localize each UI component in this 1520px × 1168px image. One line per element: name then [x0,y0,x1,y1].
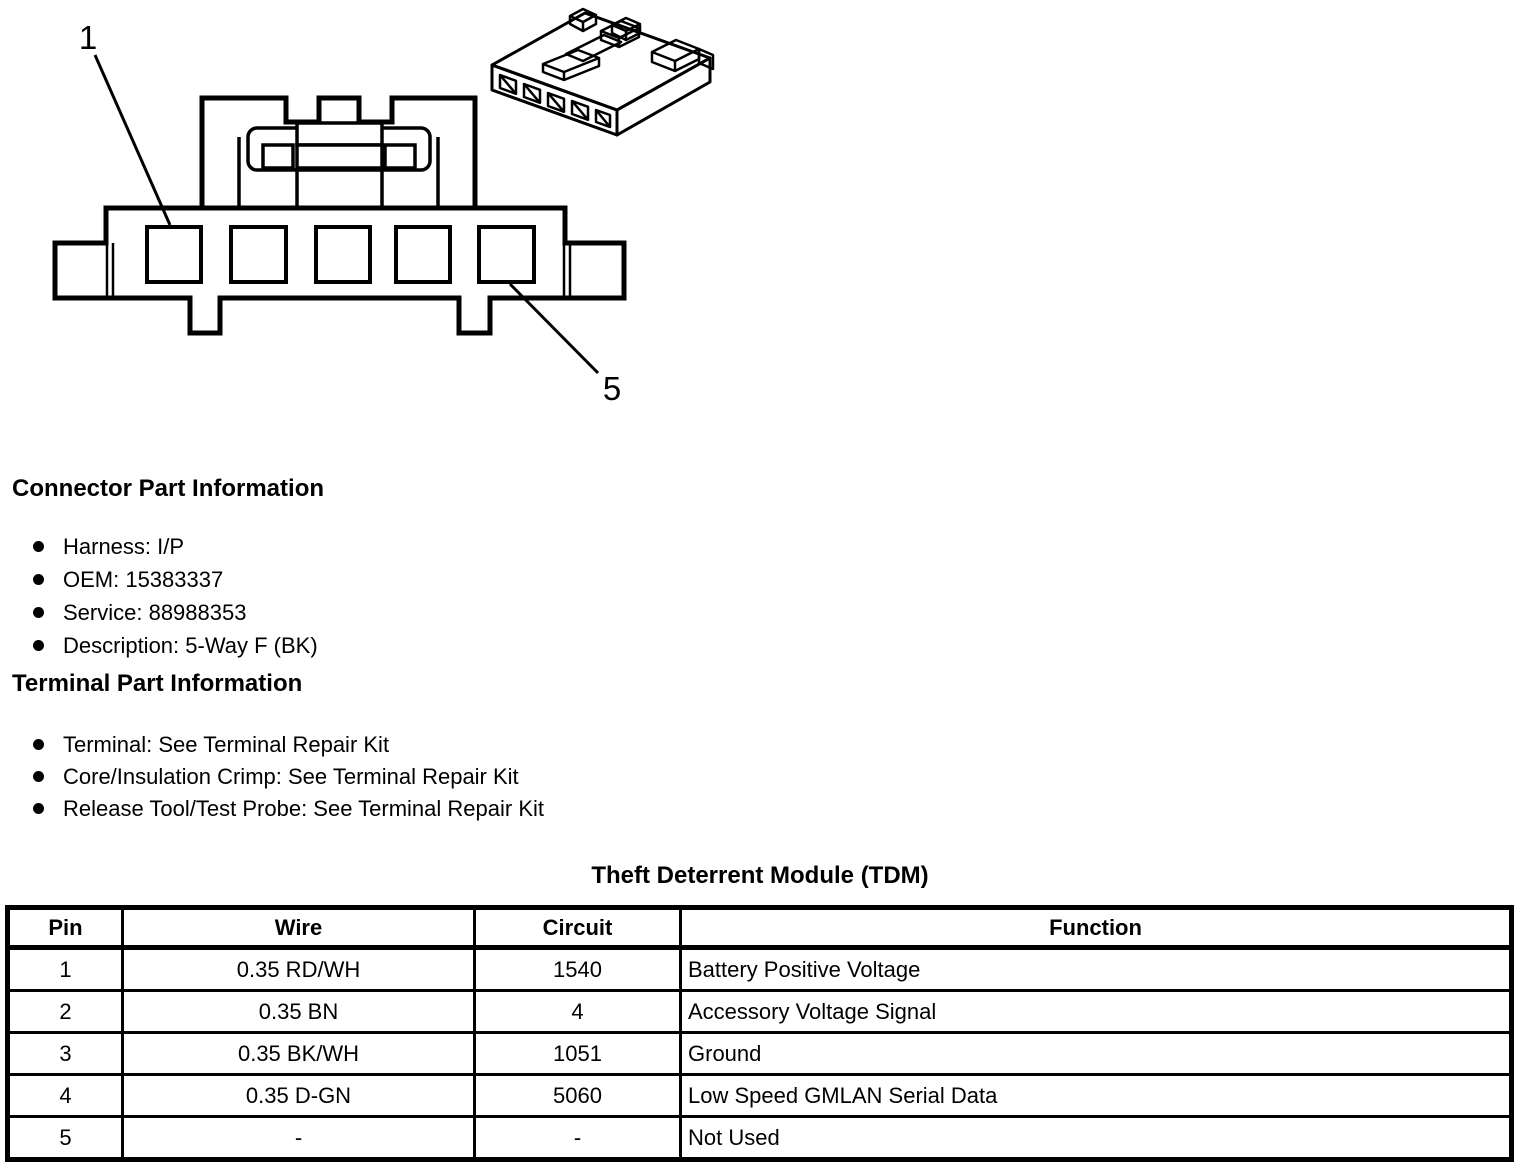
connector-part-info-heading: Connector Part Information [12,475,325,502]
list-item [30,761,544,793]
pin1-label: 1 [78,19,98,56]
terminal-cavity-4 [396,227,450,282]
pinout-table [5,905,1514,1162]
bullet-icon [33,771,44,782]
table-row [8,1117,1512,1160]
pin-cell: 3 [8,1033,123,1075]
list-item-text: OEM: 15383337 [63,567,224,592]
function-cell: Battery Positive Voltage [681,948,1512,991]
table-row [8,991,1512,1033]
terminal-cavity-5 [479,227,534,282]
list-item-text: Core/Insulation Crimp: See Terminal Repair Kit [63,764,519,789]
connector-diagram [0,0,760,420]
table-row [8,1033,1512,1075]
list-item-text: Service: 88988353 [63,600,247,625]
side-tab-joint-lines [107,243,570,298]
iso-right-face [617,58,710,135]
bullet-icon [33,541,44,552]
list-item [30,596,318,629]
circuit-cell: - [475,1117,681,1160]
terminal-cavity-1 [147,227,201,282]
terminal-part-info-list [30,729,544,825]
list-item [30,530,318,563]
terminal-cavity-2 [231,227,286,282]
pin-cell: 5 [8,1117,123,1160]
lock-center-tab [297,123,382,145]
column-header-wire: Wire [123,908,475,948]
pin-cell: 2 [8,991,123,1033]
wire-cell: 0.35 BK/WH [123,1033,475,1075]
pin-cell: 1 [8,948,123,991]
function-cell: Ground [681,1033,1512,1075]
circuit-cell: 5060 [475,1075,681,1117]
wire-cell: 0.35 D-GN [123,1075,475,1117]
connector-part-info-list [30,530,318,662]
function-cell: Low Speed GMLAN Serial Data [681,1075,1512,1117]
lock-left-detent [263,145,293,168]
list-item [30,793,544,825]
bullet-icon [33,640,44,651]
pinout-table-title: Theft Deterrent Module (TDM) [591,862,929,889]
terminal-cavity-3 [316,227,370,282]
column-header-pin: Pin [8,908,123,948]
bullet-icon [33,803,44,814]
lock-center-beam [297,145,382,168]
terminal-part-info-heading: Terminal Part Information [12,670,303,697]
circuit-cell: 1051 [475,1033,681,1075]
wire-cell: - [123,1117,475,1160]
list-item [30,629,318,662]
circuit-cell: 1540 [475,948,681,991]
connector-diagram-svg [0,0,760,420]
list-item-text: Terminal: See Terminal Repair Kit [63,732,390,757]
wire-cell: 0.35 BN [123,991,475,1033]
bullet-icon [33,574,44,585]
pin1-leader-line [95,55,170,225]
function-cell: Not Used [681,1117,1512,1160]
connector-isometric-view [492,9,713,135]
bullet-icon [33,739,44,750]
table-header-row [8,908,1512,948]
column-header-circuit: Circuit [475,908,681,948]
pin5-label: 5 [602,370,622,407]
list-item [30,563,318,596]
list-item-text: Harness: I/P [63,534,185,559]
table-row [8,1075,1512,1117]
circuit-cell: 4 [475,991,681,1033]
wire-cell: 0.35 RD/WH [123,948,475,991]
list-item-text: Release Tool/Test Probe: See Terminal Repair Kit [63,796,544,821]
function-cell: Accessory Voltage Signal [681,991,1512,1033]
list-item-text: Description: 5-Way F (BK) [63,633,318,658]
bullet-icon [33,607,44,618]
pin-cell: 4 [8,1075,123,1117]
column-header-function: Function [681,908,1512,948]
table-row [8,948,1512,991]
lock-right-detent [385,145,415,168]
list-item [30,729,544,761]
